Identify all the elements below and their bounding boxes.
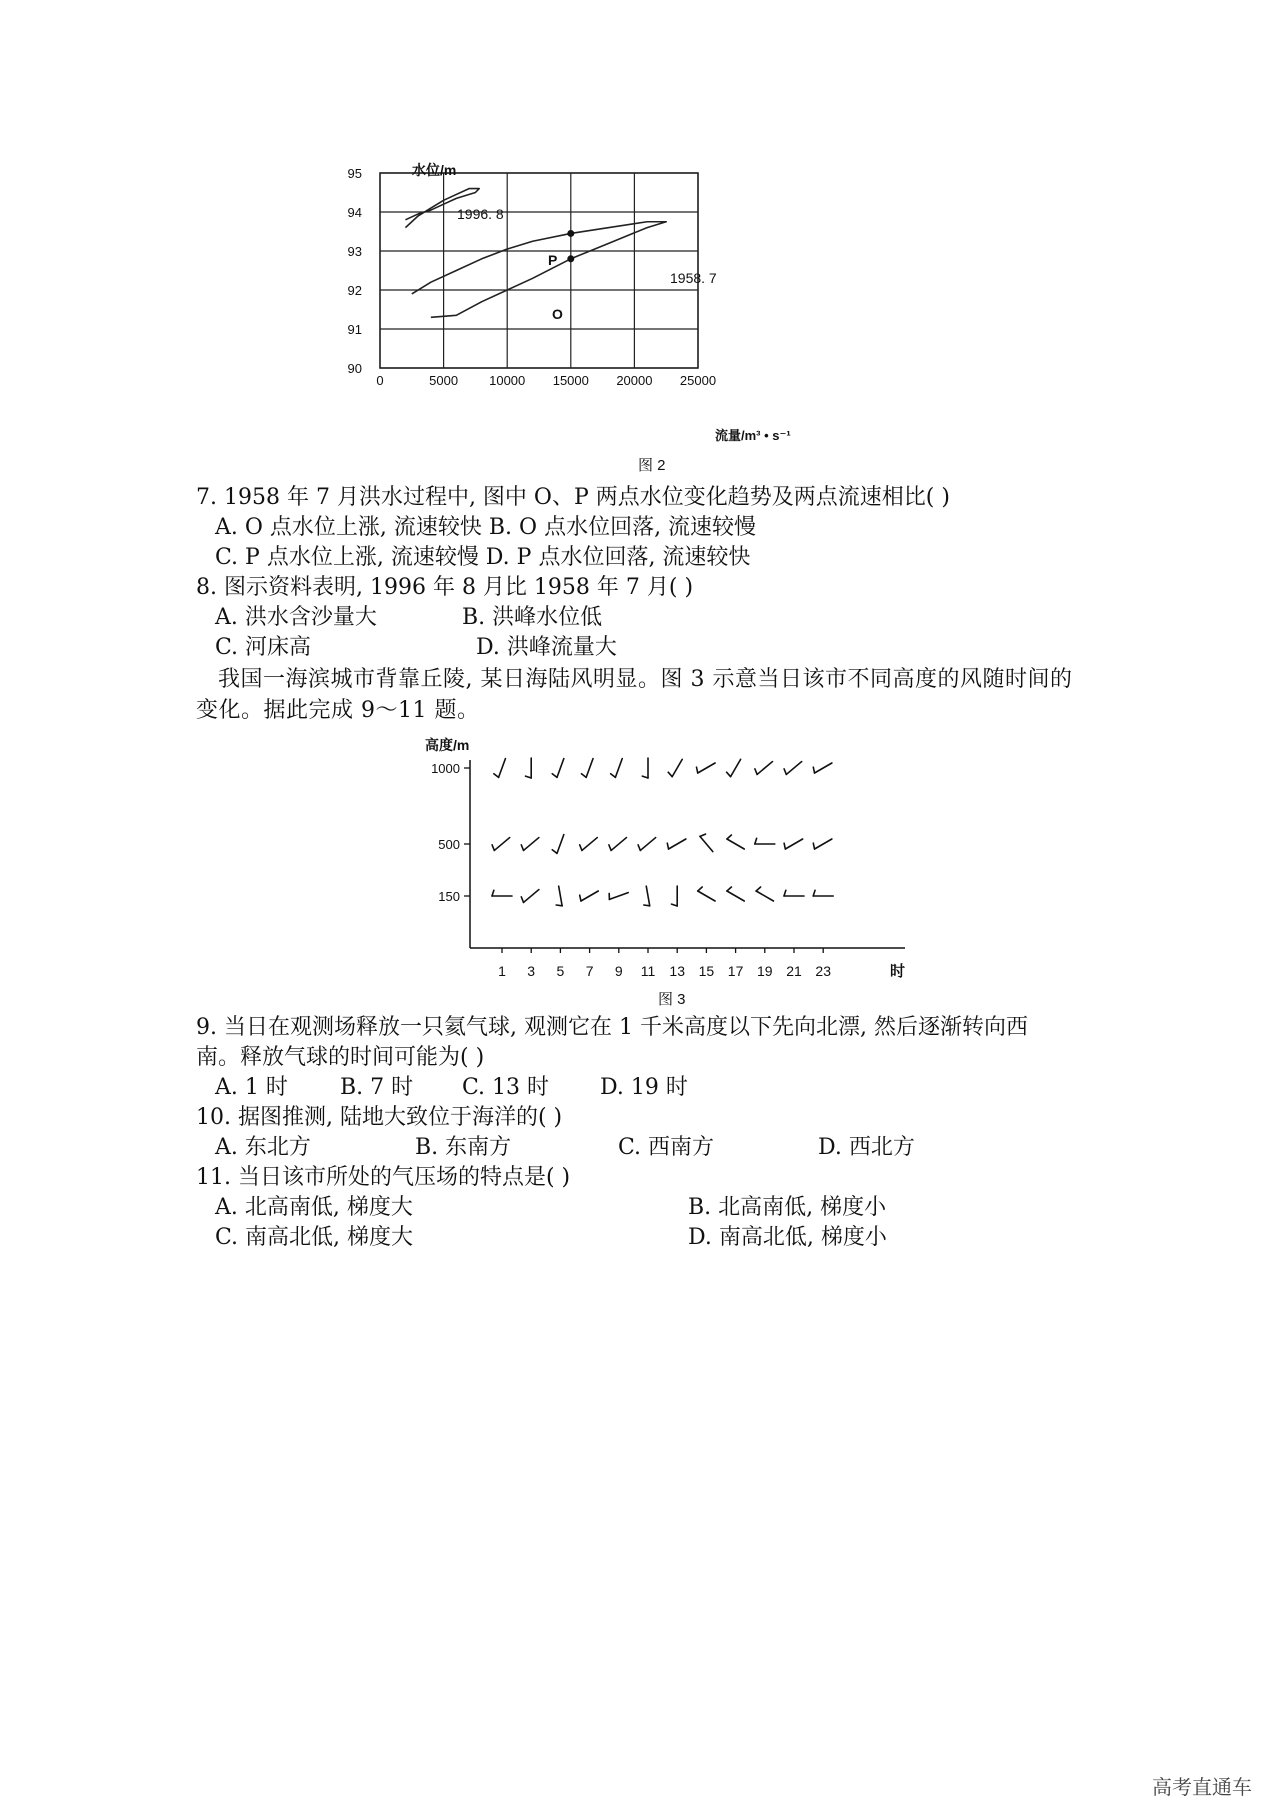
fig3-x-tick: 17 bbox=[727, 963, 744, 979]
wind-barb-1000m-17h bbox=[727, 759, 741, 776]
q8-option-b: B. 洪峰水位低 bbox=[462, 605, 603, 630]
q10-option-d: D. 西北方 bbox=[818, 1135, 915, 1160]
wind-barb-500m-15h bbox=[700, 834, 713, 852]
q8-stem: 8. 图示资料表明, 1996 年 8 月比 1958 年 7 月( ) bbox=[196, 575, 694, 600]
fig2-point-P bbox=[567, 230, 574, 237]
wind-barb-1000m-15h bbox=[696, 763, 715, 773]
wind-barb-1000m-11h bbox=[642, 758, 648, 778]
q7-stem: 7. 1958 年 7 月洪水过程中, 图中 O、P 两点水位变化趋势及两点流速相比( ) bbox=[196, 485, 950, 510]
wind-barb-500m-21h bbox=[784, 839, 803, 849]
fig3-x-tick: 21 bbox=[786, 963, 802, 979]
fig3-x-tick: 9 bbox=[614, 963, 623, 979]
wind-barb-1000m-1h bbox=[494, 759, 506, 778]
q8-option-a: A. 洪水含沙量大 bbox=[215, 605, 377, 630]
fig3-ylabel: 高度/m bbox=[425, 737, 470, 753]
figure-2 bbox=[347, 155, 930, 485]
fig3-x-tick: 23 bbox=[815, 963, 831, 979]
fig3-x-tick: 7 bbox=[585, 963, 594, 979]
q9-option-b: B. 7 时 bbox=[340, 1075, 414, 1100]
fig3-x-tick: 15 bbox=[698, 963, 715, 979]
wind-barb-150m-9h bbox=[609, 893, 628, 900]
q10-option-b: B. 东南方 bbox=[415, 1135, 512, 1160]
wind-barb-500m-23h bbox=[813, 839, 832, 849]
fig2-x-tick: 0 bbox=[376, 373, 384, 388]
wind-barb-1000m-7h bbox=[581, 759, 593, 778]
fig3-x-tick: 1 bbox=[498, 963, 506, 979]
fig2-y-tick: 95 bbox=[347, 166, 362, 181]
fig2-grid bbox=[380, 173, 698, 368]
wind-barb-1000m-5h bbox=[552, 759, 564, 778]
fig3-caption: 图 3 bbox=[658, 991, 686, 1008]
fig3-x-ticks bbox=[498, 948, 831, 979]
passage: 我国一海滨城市背靠丘陵, 某日海陆风明显。图 3 示意当日该市不同高度的风随时间的变化。据此完成 9～11 题。 bbox=[196, 667, 1073, 723]
label-1996: 1996. 8 bbox=[457, 206, 504, 222]
label-O: O bbox=[552, 306, 563, 322]
q11-option-b: B. 北高南低, 梯度小 bbox=[688, 1195, 887, 1220]
q9-option-c: C. 13 时 bbox=[462, 1075, 550, 1100]
fig3-x-tick: 13 bbox=[669, 963, 685, 979]
wind-barb-500m-11h bbox=[638, 838, 656, 851]
q11-stem: 11. 当日该市所处的气压场的特点是( ) bbox=[196, 1165, 571, 1190]
fig2-x-ticks bbox=[376, 373, 716, 388]
fig3-y-tick: 1000 bbox=[431, 761, 460, 776]
q9-option-d: D. 19 时 bbox=[600, 1075, 688, 1100]
wind-barb-150m-1h bbox=[492, 890, 512, 896]
fig3-x-tick: 11 bbox=[640, 963, 656, 979]
wind-barb-150m-15h bbox=[698, 887, 715, 901]
wind-barb-500m-17h bbox=[727, 835, 744, 849]
figure-3 bbox=[400, 730, 920, 1010]
q10-stem: 10. 据图推测, 陆地大致位于海洋的( ) bbox=[196, 1105, 563, 1130]
fig3-x-tick: 3 bbox=[527, 963, 536, 979]
wind-barb-500m-9h bbox=[609, 838, 627, 851]
fig2-y-tick: 90 bbox=[347, 361, 362, 376]
fig3-y-tick: 150 bbox=[438, 889, 460, 904]
wind-barb-150m-11h bbox=[644, 886, 650, 906]
wind-barb-500m-7h bbox=[580, 838, 598, 851]
watermark: 高考直通车 bbox=[1152, 1775, 1252, 1799]
wind-barb-1000m-13h bbox=[668, 759, 682, 776]
wind-barb-150m-3h bbox=[521, 890, 539, 903]
wind-barb-1000m-23h bbox=[813, 763, 832, 773]
fig2-y-ticks bbox=[348, 166, 362, 376]
fig2-series-line bbox=[412, 222, 666, 318]
q11-option-a: A. 北高南低, 梯度大 bbox=[215, 1195, 413, 1220]
wind-barb-1000m-9h bbox=[611, 759, 623, 778]
wind-barb-150m-7h bbox=[580, 891, 599, 901]
q9-stem-line1: 9. 当日在观测场释放一只氦气球, 观测它在 1 千米高度以下先向北漂, 然后逐渐转向西 bbox=[196, 1015, 1028, 1040]
wind-barb-500m-3h bbox=[521, 838, 539, 851]
q7-options-line2: C. P 点水位上涨, 流速较慢 D. P 点水位回落, 流速较快 bbox=[215, 545, 751, 570]
wind-barb-1000m-21h bbox=[784, 762, 802, 775]
fig2-x-tick: 25000 bbox=[679, 373, 717, 388]
q11-option-d: D. 南高北低, 梯度小 bbox=[688, 1225, 887, 1250]
wind-barb-1000m-19h bbox=[755, 762, 773, 775]
q10-option-a: A. 东北方 bbox=[215, 1135, 311, 1160]
wind-barb-150m-19h bbox=[756, 887, 773, 901]
q9-option-a: A. 1 时 bbox=[215, 1075, 288, 1100]
wind-barb-150m-13h bbox=[671, 886, 677, 906]
fig2-y-tick: 94 bbox=[347, 205, 362, 220]
fig3-x-tick: 5 bbox=[556, 963, 565, 979]
fig2-xlabel: 流量/m³ • s⁻¹ bbox=[715, 428, 791, 443]
fig2-ylabel: 水位/m bbox=[412, 162, 457, 178]
fig3-x-unit: 时 bbox=[890, 963, 906, 980]
fig2-caption: 图 2 bbox=[638, 457, 666, 474]
fig2-x-tick: 20000 bbox=[616, 373, 653, 388]
q9-stem-line2: 南。释放气球的时间可能为( ) bbox=[196, 1045, 485, 1070]
wind-barb-150m-17h bbox=[727, 887, 744, 901]
fig2-y-tick: 93 bbox=[347, 244, 362, 259]
wind-barb-500m-5h bbox=[552, 835, 564, 854]
wind-barb-1000m-3h bbox=[525, 758, 531, 778]
fig2-y-tick: 92 bbox=[347, 283, 362, 298]
q10-option-c: C. 西南方 bbox=[618, 1135, 715, 1160]
fig3-x-tick: 19 bbox=[757, 963, 773, 979]
wind-barb-150m-23h bbox=[813, 890, 833, 896]
label-P: P bbox=[548, 252, 558, 268]
fig3-y-ticks bbox=[431, 761, 470, 904]
fig2-plot-frame bbox=[380, 173, 698, 368]
wind-barb-150m-21h bbox=[784, 890, 804, 896]
fig2-x-tick: 15000 bbox=[552, 373, 589, 388]
label-1958: 1958. 7 bbox=[670, 270, 717, 286]
fig2-x-tick: 5000 bbox=[429, 373, 459, 388]
fig3-wind-barbs bbox=[492, 758, 833, 906]
fig2-x-tick: 10000 bbox=[489, 373, 526, 388]
q11-option-c: C. 南高北低, 梯度大 bbox=[215, 1225, 414, 1250]
q8-option-d: D. 洪峰流量大 bbox=[476, 635, 617, 660]
q7-options-line1: A. O 点水位上涨, 流速较快 B. O 点水位回落, 流速较慢 bbox=[215, 515, 757, 540]
fig2-y-tick: 91 bbox=[347, 322, 362, 337]
wind-barb-150m-5h bbox=[556, 886, 562, 906]
wind-barb-500m-13h bbox=[667, 839, 686, 849]
fig3-y-tick: 500 bbox=[438, 837, 460, 852]
q8-option-c: C. 河床高 bbox=[215, 635, 312, 660]
fig2-series bbox=[405, 189, 666, 318]
wind-barb-500m-1h bbox=[492, 838, 510, 851]
fig2-point-O bbox=[567, 255, 574, 262]
wind-barb-500m-19h bbox=[755, 838, 775, 844]
